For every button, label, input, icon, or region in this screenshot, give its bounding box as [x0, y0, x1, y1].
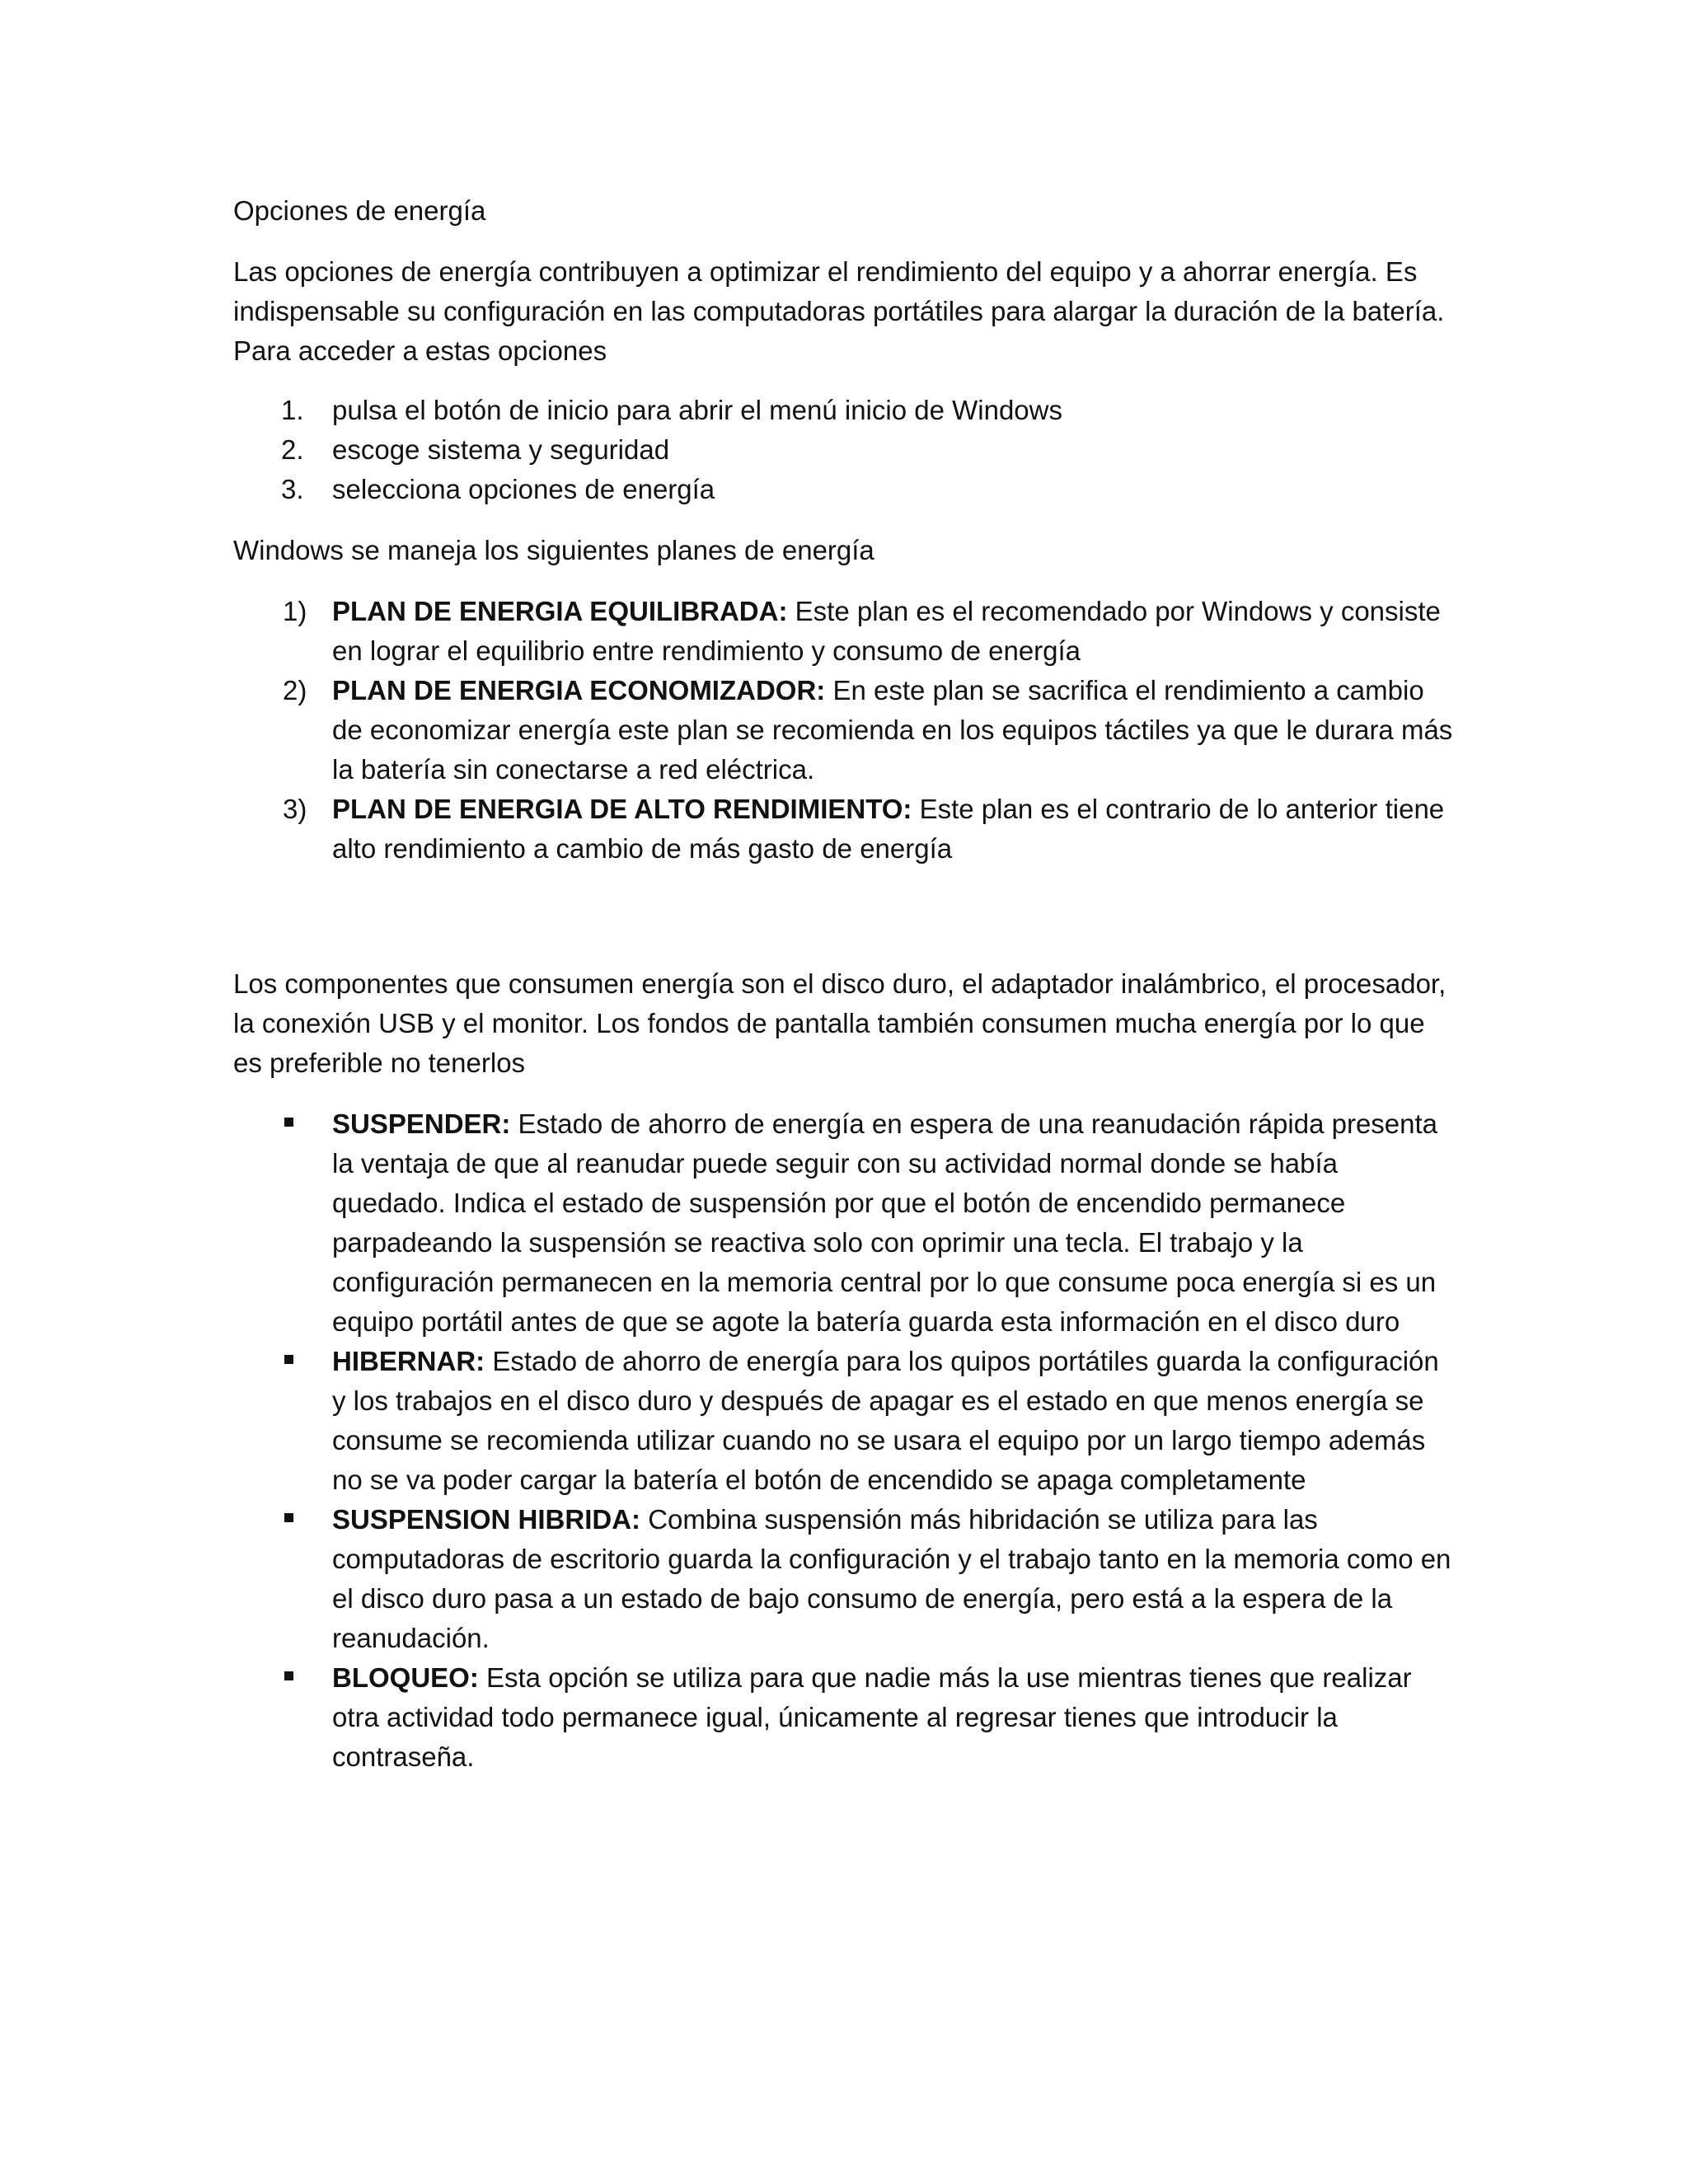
plans-intro-paragraph: Windows se maneja los siguientes planes de energía [233, 535, 874, 565]
intro-paragraph: Las opciones de energía contribuyen a optimizar el rendimiento del equipo y a ahorrar energía. Es indispensable su configuración en las computadoras portátiles para alargar la duración de la batería. Para acceder a estas opciones [233, 256, 1445, 366]
list-item [233, 671, 1453, 790]
mode-label: BLOQUEO: [332, 1662, 479, 1693]
plan-text: Este plan es el contrario de lo anterior tiene alto rendimiento a cambio de más gasto de energía [332, 794, 1445, 864]
components-paragraph: Los componentes que consumen energía son el disco duro, el adaptador inalámbrico, el procesador, la conexión USB y el monitor. Los fondos de pantalla también consumen mucha energía por lo que es preferible no tenerlos [233, 968, 1447, 1078]
square-bullet-icon [284, 1513, 293, 1522]
list-item [233, 470, 1453, 509]
plan-number: 3) [283, 794, 307, 824]
square-bullet-icon [284, 1355, 293, 1364]
step-number: 1. [281, 395, 304, 425]
plan-label: PLAN DE ENERGIA DE ALTO RENDIMIENTO: [332, 794, 912, 824]
plans-list [233, 592, 1453, 869]
list-item [233, 1658, 1453, 1777]
square-bullet-icon [284, 1118, 293, 1127]
mode-text: Esta opción se utiliza para que nadie más la use mientras tienes que realizar otra actividad todo permanece igual, únicamente al regresar tienes que introducir la contraseña. [332, 1662, 1412, 1772]
list-item [233, 592, 1453, 671]
list-item [233, 1500, 1453, 1658]
step-text: escoge sistema y seguridad [332, 434, 670, 465]
step-text: pulsa el botón de inicio para abrir el menú inicio de Windows [332, 395, 1062, 425]
list-item [233, 1342, 1453, 1500]
steps-list [233, 391, 1453, 509]
mode-text: Estado de ahorro de energía en espera de una reanudación rápida presenta la ventaja de que al reanudar puede seguir con su actividad normal donde se había quedado. Indica el estado de suspensión por que el botón de encendido permanece parpadeando la suspensión se reactiva solo con oprimir una tecla. El trabajo y la configuración permanecen en la memoria central por lo que consume poca energía si es un equipo portátil antes de que se agote la batería guarda esta información en el disco duro [332, 1108, 1438, 1337]
mode-text: Estado de ahorro de energía para los quipos portátiles guarda la configuración y los trabajos en el disco duro y después de apagar es el estado en que menos energía se consume se recomienda utilizar cuando no se usara el equipo por un largo tiempo además no se va poder cargar la batería el botón de encendido se apaga completamente [332, 1346, 1439, 1495]
mode-label: SUSPENSION HIBRIDA: [332, 1504, 641, 1535]
list-item [233, 1104, 1453, 1342]
plan-label: PLAN DE ENERGIA ECONOMIZADOR: [332, 675, 826, 705]
square-bullet-icon [284, 1671, 293, 1680]
list-item [233, 430, 1453, 470]
plan-number: 1) [283, 596, 307, 626]
plan-label: PLAN DE ENERGIA EQUILIBRADA: [332, 596, 788, 626]
power-modes-list [233, 1104, 1453, 1777]
mode-label: SUSPENDER: [332, 1108, 511, 1139]
step-number: 2. [281, 434, 304, 465]
step-number: 3. [281, 474, 304, 504]
plan-text: En este plan se sacrifica el rendimiento a cambio de economizar energía este plan se recomienda en los equipos táctiles ya que le durara más la batería sin conectarse a red eléctrica. [332, 675, 1453, 785]
mode-label: HIBERNAR: [332, 1346, 485, 1376]
list-item [233, 391, 1453, 430]
mode-text: Combina suspensión más hibridación se utiliza para las computadoras de escritorio guarda la configuración y el trabajo tanto en la memoria como en el disco duro pasa a un estado de bajo consumo de energía, pero está a la espera de la reanudación. [332, 1504, 1451, 1653]
plan-number: 2) [283, 675, 307, 705]
step-text: selecciona opciones de energía [332, 474, 715, 504]
plan-text: Este plan es el recomendado por Windows y consiste en lograr el equilibrio entre rendimiento y consumo de energía [332, 596, 1441, 666]
document-title: Opciones de energía [233, 195, 486, 226]
list-item [233, 790, 1453, 869]
document-body [233, 191, 1453, 1777]
